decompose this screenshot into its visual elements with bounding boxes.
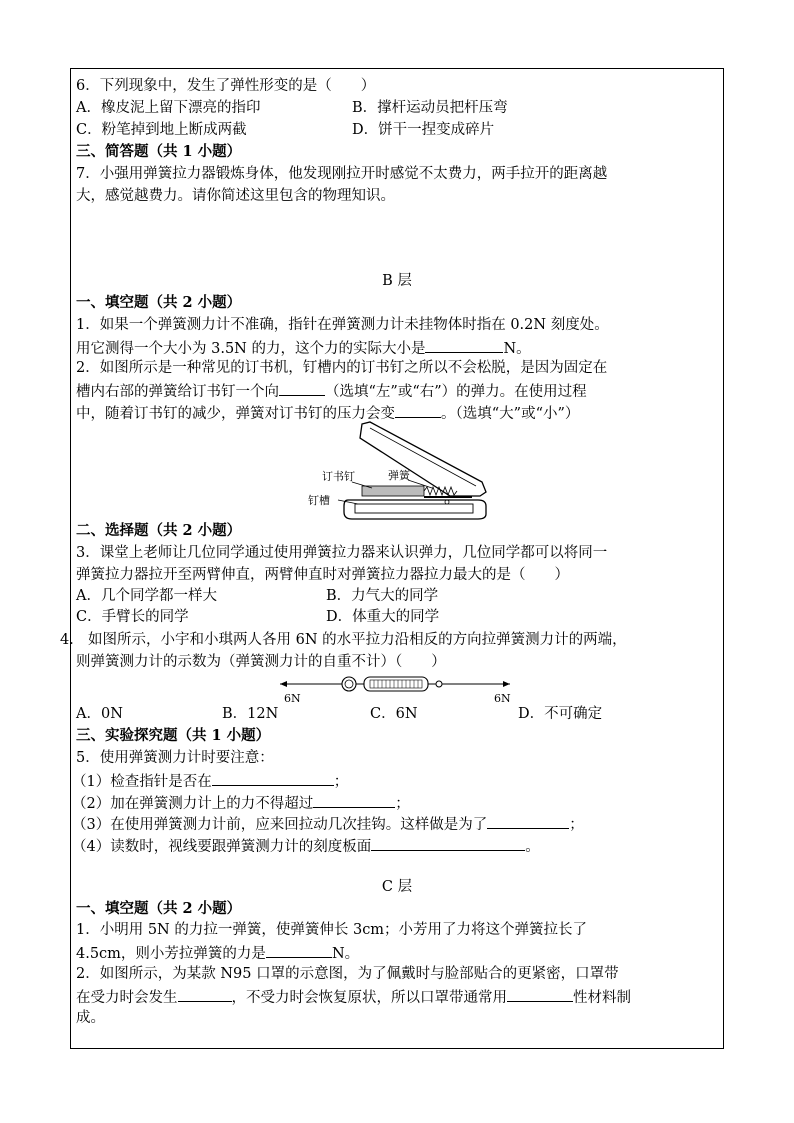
answer-blank[interactable] (371, 835, 525, 851)
section-short-answer: 三、简答题（共 1 小题） (76, 143, 242, 160)
b-q5-item1: （1）检查指针是否在 ； (72, 770, 348, 792)
b-q5-item4: （4）读数时，视线要跟弹簧测力计的刻度板面 。 (72, 835, 540, 857)
c-q2-line2: 在受力时会发生 ，不受力时会恢复原状，所以口罩带通常用 性材料制 (76, 986, 631, 1008)
c-q2-line1: 2．如图所示，为某款 N95 口罩的示意图，为了佩戴时与脸部贴合的更紧密，口罩带 (76, 966, 619, 982)
b-section-fill: 一、填空题（共 2 小题） (76, 294, 242, 311)
label-groove: 钉槽 (308, 494, 330, 507)
q6-stem: 6．下列现象中，发生了弹性形变的是（ ） (76, 78, 376, 94)
c-q2-line3: 成。 (76, 1010, 105, 1026)
b-q2-line1: 2．如图所示是一种常见的订书机，钉槽内的订书钉之所以不会松脱，是因为固定在 (76, 360, 608, 376)
layer-c-title: C 层 (381, 879, 413, 895)
label-staple: 订书钉 (322, 470, 355, 483)
force-left-label: 6N (284, 692, 301, 705)
c-q1-line2: 4.5cm，则小芳拉弹簧的力是 N。 (76, 942, 359, 964)
b-q5-item3: （3）在使用弹簧测力计前，应来回拉动几次挂钩。这样做是为了 ； (72, 813, 584, 835)
answer-blank[interactable] (487, 813, 569, 829)
c-q1-line1: 1．小明用 5N 的力拉一弹簧，使弹簧伸长 3cm；小芳用了力将这个弹簧拉长了 (76, 922, 588, 938)
b-section-choice: 二、选择题（共 2 小题） (76, 522, 242, 539)
b-q5-stem: 5．使用弹簧测力计时要注意： (76, 750, 274, 766)
b-q4-option-b: B．12N (222, 706, 279, 722)
stapler-figure (300, 420, 500, 525)
b-q4-option-c: C．6N (370, 706, 418, 722)
answer-blank[interactable] (178, 986, 232, 1002)
answer-blank[interactable] (279, 380, 325, 396)
b-q2-line3: 中，随着订书钉的减少，弹簧对订书钉的压力会变 。（选填“大”或“小”） (76, 402, 579, 424)
q6-option-c: C．粉笔掉到地上断成两截 (76, 122, 247, 138)
b-q3-option-b: B．力气大的同学 (326, 588, 439, 604)
b-q3-option-d: D．体重大的同学 (326, 609, 440, 625)
answer-blank[interactable] (266, 942, 332, 958)
b-q3-option-a: A．几个同学都一样大 (76, 588, 217, 604)
label-spring: 弹簧 (388, 469, 410, 482)
q7-line2: 大，感觉越费力。请你简述这里包含的物理知识。 (76, 188, 395, 204)
b-section-experiment: 三、实验探究题（共 1 小题） (76, 727, 271, 744)
answer-blank[interactable] (395, 402, 441, 418)
b-q1-line1: 1．如果一个弹簧测力计不准确，指针在弹簧测力计未挂物体时指在 0.2N 刻度处。 (76, 317, 609, 333)
b-q4-line1: 如图所示，小宇和小琪两人各用 6N 的水平拉力沿相反的方向拉弹簧测力计的两端， (88, 632, 627, 648)
b-q3-line1: 3．课堂上老师让几位同学通过使用弹簧拉力器来认识弹力，几位同学都可以将同一 (76, 545, 608, 561)
b-q3-line2: 弹簧拉力器拉开至两臂伸直，两臂伸直时对弹簧拉力器拉力最大的是（ ） (76, 567, 569, 583)
answer-blank[interactable] (425, 337, 503, 353)
q6-option-d: D．饼干一捏变成碎片 (352, 122, 495, 138)
answer-blank[interactable] (507, 986, 573, 1002)
b-q4-option-a: A．0N (76, 706, 123, 722)
answer-blank[interactable] (212, 770, 334, 786)
q6-option-a: A．橡皮泥上留下漂亮的指印 (76, 100, 261, 116)
b-q4-line2: 则弹簧测力计的示数为（弹簧测力计的自重不计）（ ） (76, 654, 446, 670)
b-q3-option-c: C．手臂长的同学 (76, 609, 189, 625)
b-q4-number: 4． (60, 632, 84, 648)
spring-scale-figure (270, 672, 530, 706)
q7-line1: 7．小强用弹簧拉力器锻炼身体，他发现刚拉开时感觉不太费力，两手拉开的距离越 (76, 166, 608, 182)
b-q1-line2: 用它测得一个大小为 3.5N 的力，这个力的实际大小是 N。 (76, 337, 531, 359)
layer-b-title: B 层 (382, 273, 412, 289)
force-right-label: 6N (494, 692, 511, 705)
b-q4-option-d: D．不可确定 (518, 706, 603, 722)
q6-option-b: B．撑杆运动员把杆压弯 (352, 100, 508, 116)
c-section-fill: 一、填空题（共 2 小题） (76, 900, 242, 917)
b-q5-item2: （2）加在弹簧测力计上的力不得超过 ； (72, 792, 410, 814)
answer-blank[interactable] (313, 792, 395, 808)
b-q2-line2: 槽内右部的弹簧给订书钉一个向 （选填“左”或“右”）的弹力。在使用过程 (76, 380, 587, 402)
